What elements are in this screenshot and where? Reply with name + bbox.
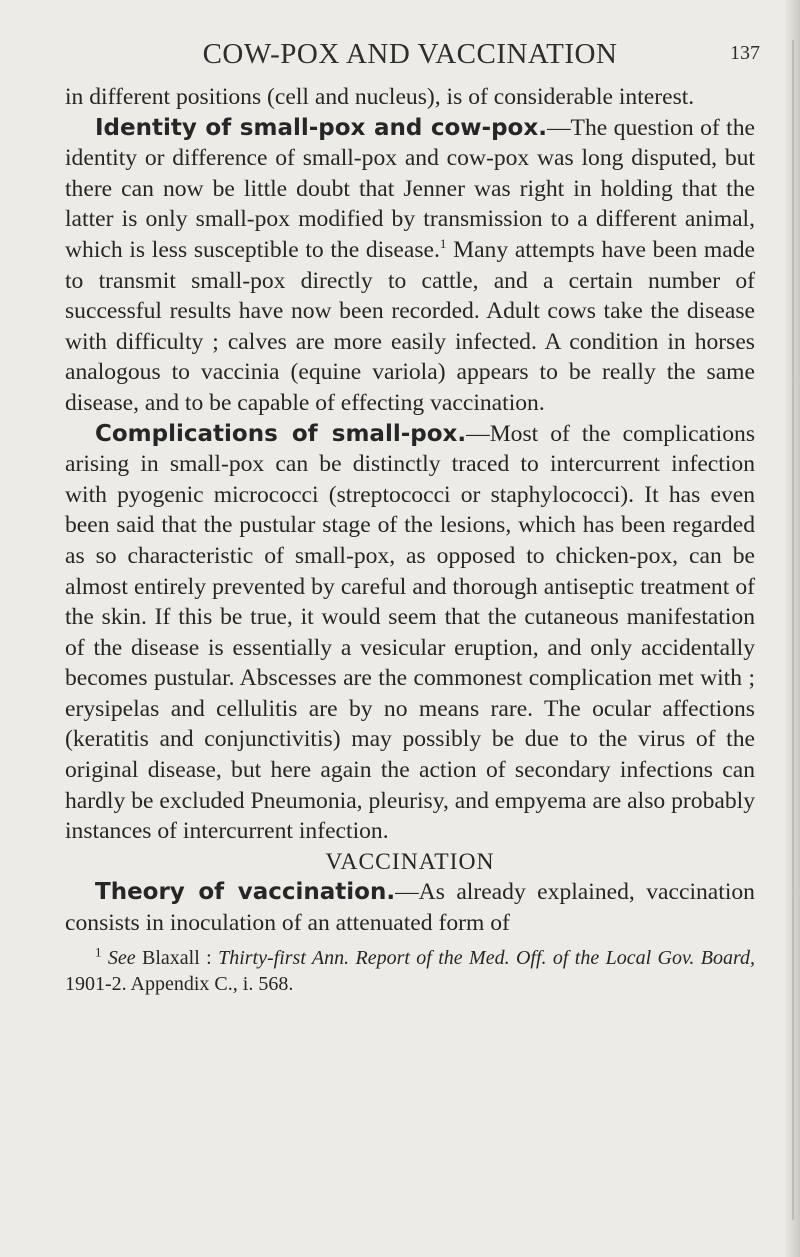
paragraph-identity: [65, 113, 755, 419]
theory-heading: Theory of vaccination.: [95, 879, 396, 906]
paragraph-theory: [65, 877, 755, 938]
page-edge: [786, 0, 800, 1257]
theory-text: —As already explained, vaccination consists in inoculation of an attenuated form of: [65, 879, 755, 937]
identity-heading: Identity of small-pox and cow-pox.: [95, 114, 547, 141]
footnote-title: Thirty-first Ann. Report of the Med. Off. of the Local Gov. Board,: [218, 946, 756, 969]
footnote-see: See: [107, 946, 136, 969]
footnote-author: Blaxall :: [142, 946, 212, 969]
complications-text: —Most of the complications arising in small-pox can be distinctly traced to intercurrent infection with pyogenic micrococci (streptococci or staphylococci). It has even been said that the pustular stage of the lesions, which has been regarded as so characteristic of small-pox, as opposed to chicken-pox, can be almost entirely prevented by careful and thorough antiseptic treatment of the skin. If this be true, it would seem that the cutaneous manifestation of the disease is essentially a vesicular eruption, and only accidentally becomes pustular. Abscesses are the commonest complication met with ; erysipelas and cellulitis are by no means rare. The ocular affections (keratitis and conjunctivitis) may possibly be due to the virus of the original disease, but here again the action of secondary infections can hardly be excluded Pneumonia, pleurisy, and empyema are also probably instances of intercurrent infection.: [65, 420, 755, 845]
footnote: [65, 945, 755, 997]
page-edge-shadow: [792, 40, 794, 1220]
page-body: [65, 82, 755, 997]
running-head: COW-POX AND VACCINATION: [202, 38, 618, 70]
paragraph-continuation: in different positions (cell and nucleus), is of considerable interest.: [65, 84, 695, 110]
paragraph-complications: [65, 419, 755, 847]
page-number: 137: [730, 42, 760, 64]
complications-heading: Complications of small-pox.: [95, 420, 467, 447]
footnote-marker: 1: [439, 236, 447, 252]
identity-text-2: Many attempts have been made to transmit small-pox directly to cattle, and a certain number of successful results have now been recorded. Adult cows take the disease with difficulty ; calves are more easily infected. A condition in horses analogous to vaccinia (equine variola) appears to be really the same disease, and to be capable of effecting vaccination.: [65, 236, 755, 416]
footnote-number: 1: [95, 943, 102, 959]
identity-text: —The question of the identity or difference of small-pox and cow-pox was long disputed, but there can now be little doubt that Jenner was right in holding that the latter is only small-pox modified by transmission to a different animal, which is less susceptible to the disease.: [65, 114, 755, 263]
section-heading: VACCINATION: [325, 848, 495, 875]
footnote-rest: 1901-2. Appendix C., i. 568.: [65, 972, 294, 995]
page-header: [60, 38, 760, 78]
